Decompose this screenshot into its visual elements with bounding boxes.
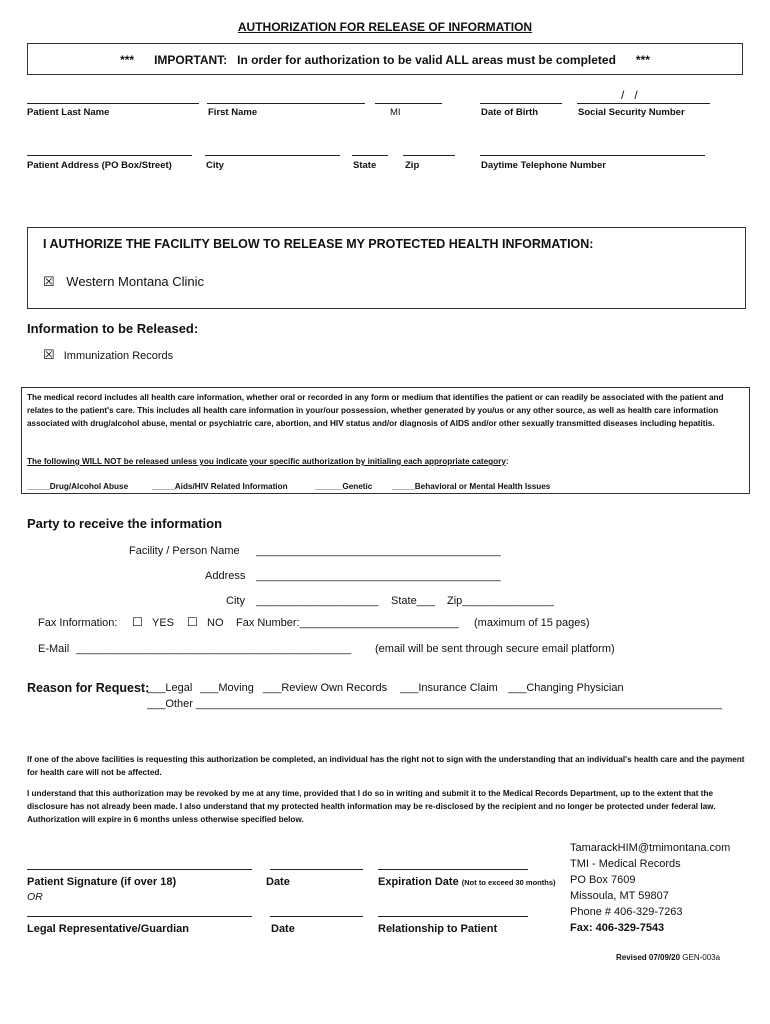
immunization-checkbox[interactable]: ☒ bbox=[43, 347, 55, 362]
party-zip[interactable]: Zip_______________ bbox=[447, 595, 555, 607]
notice-following-colon: : bbox=[505, 457, 509, 466]
email-label: E-Mail bbox=[38, 643, 70, 655]
fax-no-label: NO bbox=[207, 617, 224, 629]
relationship-line[interactable] bbox=[378, 916, 528, 917]
zip-line[interactable] bbox=[403, 155, 455, 156]
contact-city: Missoula, MT 59807 bbox=[570, 890, 669, 902]
date1-line[interactable] bbox=[270, 869, 363, 870]
fax-max-note: (maximum of 15 pages) bbox=[474, 617, 590, 629]
category-behavioral[interactable]: _____Behavioral or Mental Health Issues bbox=[392, 482, 551, 491]
last-name-line[interactable] bbox=[27, 103, 199, 104]
footer-revised: Revised 07/09/20 bbox=[616, 953, 681, 962]
reason-other[interactable]: ___Other ______________________________________________________________________________________ bbox=[147, 698, 723, 710]
patient-sig-line[interactable] bbox=[27, 869, 252, 870]
fax-no-checkbox[interactable]: ☐ bbox=[187, 615, 198, 629]
reason-review[interactable]: ___Review Own Records bbox=[263, 682, 388, 694]
form-title: AUTHORIZATION FOR RELEASE OF INFORMATION bbox=[237, 20, 533, 34]
party-city-label: City bbox=[226, 595, 245, 607]
authorize-title: I AUTHORIZE THE FACILITY BELOW TO RELEASE MY PROTECTED HEALTH INFORMATION: bbox=[43, 237, 594, 251]
expiration-note: (Not to exceed 30 months) bbox=[461, 878, 556, 887]
ssn-label: Social Security Number bbox=[578, 107, 685, 118]
facility-name: Western Montana Clinic bbox=[66, 274, 205, 289]
patient-sig-label: Patient Signature (if over 18) bbox=[27, 876, 177, 888]
facility-row bbox=[43, 274, 204, 290]
category-genetic[interactable]: ______Genetic bbox=[315, 482, 373, 491]
immunization-label: Immunization Records bbox=[63, 350, 174, 362]
email-note: (email will be sent through secure email platform) bbox=[375, 643, 615, 655]
legal-rep-label: Legal Representative/Guardian bbox=[27, 923, 189, 935]
contact-po: PO Box 7609 bbox=[570, 874, 636, 886]
state-label: State bbox=[353, 160, 377, 171]
expiration-line[interactable] bbox=[378, 869, 528, 870]
dob-line[interactable] bbox=[480, 103, 562, 104]
first-name-line[interactable] bbox=[207, 103, 365, 104]
contact-phone: Phone # 406-329-7263 bbox=[570, 906, 683, 918]
fax-yes-checkbox[interactable]: ☐ bbox=[132, 615, 143, 629]
first-name-label: First Name bbox=[208, 107, 258, 118]
mi-line[interactable] bbox=[375, 103, 442, 104]
reason-moving[interactable]: ___Moving bbox=[200, 682, 254, 694]
party-facility-label: Facility / Person Name bbox=[129, 545, 240, 557]
important-notice: *** IMPORTANT: In order for authorization to be valid ALL areas must be completed *** bbox=[120, 53, 650, 67]
party-address-line[interactable]: ________________________________________ bbox=[256, 570, 501, 582]
contact-dept: TMI - Medical Records bbox=[570, 858, 681, 870]
phone-label: Daytime Telephone Number bbox=[481, 160, 606, 171]
category-drug[interactable]: _____Drug/Alcohol Abuse bbox=[27, 482, 129, 491]
party-state[interactable]: State___ bbox=[391, 595, 436, 607]
party-city-line[interactable]: ____________________ bbox=[256, 595, 379, 607]
party-facility-line[interactable]: ________________________________________ bbox=[256, 545, 501, 557]
statement-2: I understand that this authorization may be revoked by me at any time, provided that I do so in writing and submit it to the Medical Records Department, up to the extent that the disclosure has not already been made. I also understand that my protected health information may be re-disclosed by the recipient and no longer be protected under federal law. Authorization will expire in 6 months unless otherwise specified below. bbox=[27, 789, 716, 824]
reason-insurance[interactable]: ___Insurance Claim bbox=[400, 682, 498, 694]
address-label: Patient Address (PO Box/Street) bbox=[27, 160, 172, 171]
footer-code: GEN-003a bbox=[682, 953, 721, 962]
last-name-label: Patient Last Name bbox=[27, 107, 110, 118]
mi-label: MI bbox=[390, 107, 401, 118]
notice-following bbox=[27, 455, 745, 468]
info-released-heading: Information to be Released: bbox=[27, 321, 199, 336]
or-label: OR bbox=[27, 891, 43, 903]
email-line[interactable]: _____________________________________________ bbox=[76, 643, 352, 655]
contact-email[interactable]: TamarackHIM@tmimontana.com bbox=[570, 842, 731, 854]
category-hiv[interactable]: _____Aids/HIV Related Information bbox=[152, 482, 288, 491]
ssn-slashes: / / bbox=[621, 88, 638, 102]
dob-label: Date of Birth bbox=[481, 107, 538, 118]
date1-label: Date bbox=[266, 876, 290, 888]
fax-label: Fax Information: bbox=[38, 617, 118, 629]
party-address-label: Address bbox=[205, 570, 246, 582]
address-line[interactable] bbox=[27, 155, 192, 156]
statement-1: If one of the above facilities is requesting this authorization be completed, an individual has the right not to sign with the understanding that an individual's health care and the payment for health care will not be affected. bbox=[27, 755, 745, 777]
ssn-line[interactable] bbox=[577, 103, 710, 104]
date2-line[interactable] bbox=[270, 916, 363, 917]
zip-label: Zip bbox=[405, 160, 420, 171]
fax-yes-label: YES bbox=[152, 617, 175, 629]
reason-changing[interactable]: ___Changing Physician bbox=[508, 682, 624, 694]
footer-revision bbox=[616, 953, 720, 962]
date2-label: Date bbox=[271, 923, 295, 935]
relationship-label: Relationship to Patient bbox=[378, 923, 498, 935]
expiration-text: Expiration Date bbox=[378, 876, 459, 888]
notice-following-text: The following WILL NOT be released unless you indicate your specific authorization by initialing each appropriate category bbox=[27, 457, 506, 466]
contact-fax: Fax: 406-329-7543 bbox=[570, 922, 665, 934]
reason-legal[interactable]: ___Legal bbox=[147, 682, 193, 694]
party-heading: Party to receive the information bbox=[27, 516, 223, 531]
notice-paragraph: The medical record includes all health care information, whether oral or recorded in any form or medium that identifies the patient or can readily be associated with the patient and relates to the patient's care. This includes all health care information in your/our possession, whether generated by you/us or any other source, as well as health care information associated with drug/alcohol abuse, mental or psychiatric care, abortion, and HIV status and/or diagnosis of AIDS and/or other sexually transmitted diseases including hepatitis. bbox=[27, 393, 724, 428]
city-label: City bbox=[206, 160, 224, 171]
fax-number[interactable]: Fax Number:__________________________ bbox=[236, 617, 459, 629]
info-item-row bbox=[43, 347, 173, 363]
reason-label: Reason for Request: bbox=[27, 681, 150, 695]
state-line[interactable] bbox=[352, 155, 388, 156]
facility-checkbox[interactable]: ☒ bbox=[43, 274, 55, 289]
expiration-label bbox=[378, 876, 556, 888]
legal-rep-line[interactable] bbox=[27, 916, 252, 917]
phone-line[interactable] bbox=[480, 155, 705, 156]
city-line[interactable] bbox=[205, 155, 340, 156]
